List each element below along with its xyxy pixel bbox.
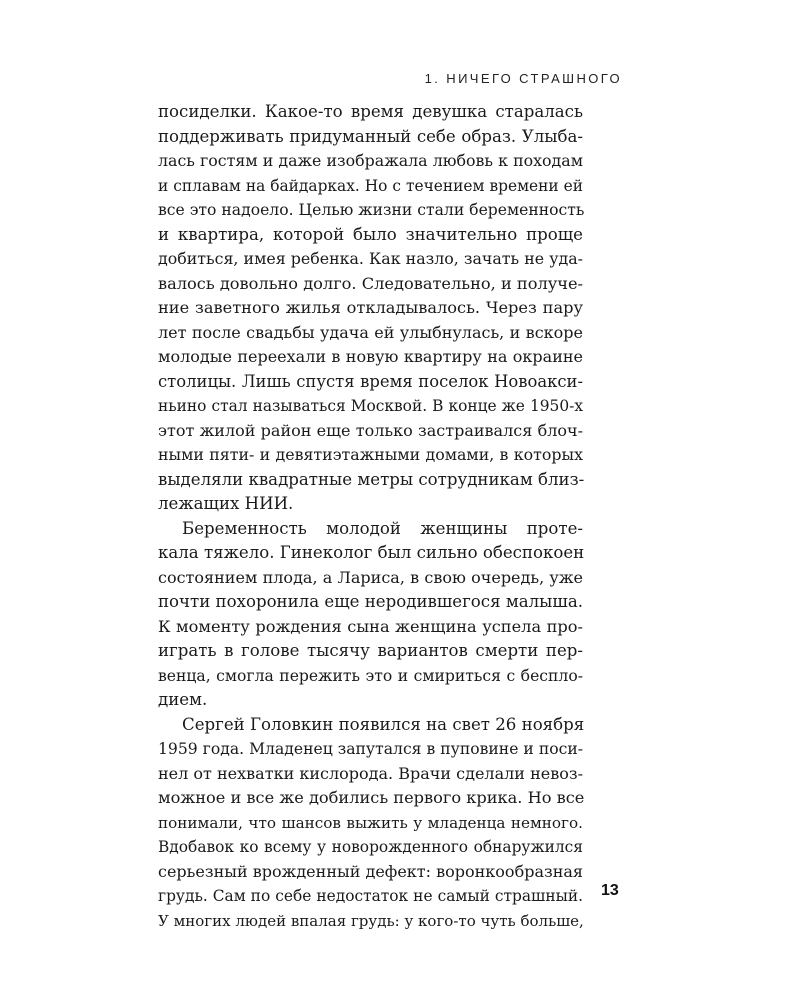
text-line: лет после свадьбы удача ей улыбнулась, и вскоре [158, 322, 583, 342]
text-line: столицы. Лишь спустя время поселок Новоакси- [158, 371, 583, 391]
text-line: добиться, имея ребенка. Как назло, зачать не уда- [158, 249, 583, 268]
text-line: венца, смогла пережить это и смириться с беспло- [158, 666, 583, 685]
text-line: играть в голове тысячу вариантов смерти пер- [158, 641, 583, 660]
text-line: ными пяти- и девятиэтажными домами, в которых [158, 445, 583, 464]
text-line: валось довольно долго. Следовательно, и получе- [158, 273, 583, 293]
text-line: почти похоронила еще неродившегося малыша. [158, 592, 583, 611]
text-line: можное и все же добились первого крика. Но все [158, 788, 585, 807]
page-number: 13 [601, 882, 619, 899]
text-line: Сергей Головкин появился на свет 26 ноября [182, 714, 585, 734]
text-line: 1959 года. Младенец запутался в пуповине и поси- [158, 740, 583, 758]
paragraph-2 [158, 517, 583, 713]
text-line: нел от нехватки кислорода. Врачи сделали невоз- [158, 763, 583, 783]
text-line: посиделки. Какое-то время девушка старалась [158, 102, 583, 121]
text-line: состоянием плода, а Лариса, в свою очередь, уже [158, 567, 583, 587]
paragraph-3 [158, 713, 583, 934]
text-line: понимали, что шансов выжить у младенца немного. [158, 813, 583, 832]
text-line: лежащих НИИ. [158, 494, 294, 513]
text-line: дием. [158, 690, 208, 709]
text-line: и сплавам на байдарках. Но с течением времени ей [158, 176, 583, 195]
text-line: серьезный врожденный дефект: воронкообразная [158, 861, 583, 881]
text-line: этот жилой район еще только застраивался блоч- [158, 420, 583, 440]
text-line: поддерживать придуманный себе образ. Улыба- [158, 126, 583, 146]
text-line: ние заветного жилья откладывалось. Через пару [158, 298, 583, 317]
text-line: выделяли квадратные метры сотрудникам близ- [158, 469, 585, 489]
text-line: Беременность молодой женщины проте- [182, 518, 583, 538]
text-line: У многих людей впалая грудь: у кого-то чуть больше, [158, 911, 584, 930]
text-line: все это надоело. Целью жизни стали беременность [158, 201, 585, 219]
text-line: и квартира, которой было значительно проще [158, 224, 583, 244]
text-line: молодые переехали в новую квартиру на окраине [158, 347, 583, 366]
text-line: грудь. Сам по себе недостаток не самый страшный. [158, 887, 583, 905]
text-line: лась гостям и даже изображала любовь к походам [158, 151, 583, 170]
text-line: К моменту рождения сына женщина успела про- [158, 616, 583, 636]
text-line: ньино стал называться Москвой. В конце же 1950-х [158, 397, 583, 415]
body-text [158, 100, 583, 933]
text-line: Вдобавок ко всему у новорожденного обнаружился [158, 838, 583, 856]
paragraph-1 [158, 100, 583, 517]
running-head-chapter-title: 1. НИЧЕГО СТРАШНОГО [424, 71, 622, 86]
text-line: кала тяжело. Гинеколог был сильно обеспокоен [158, 543, 585, 562]
